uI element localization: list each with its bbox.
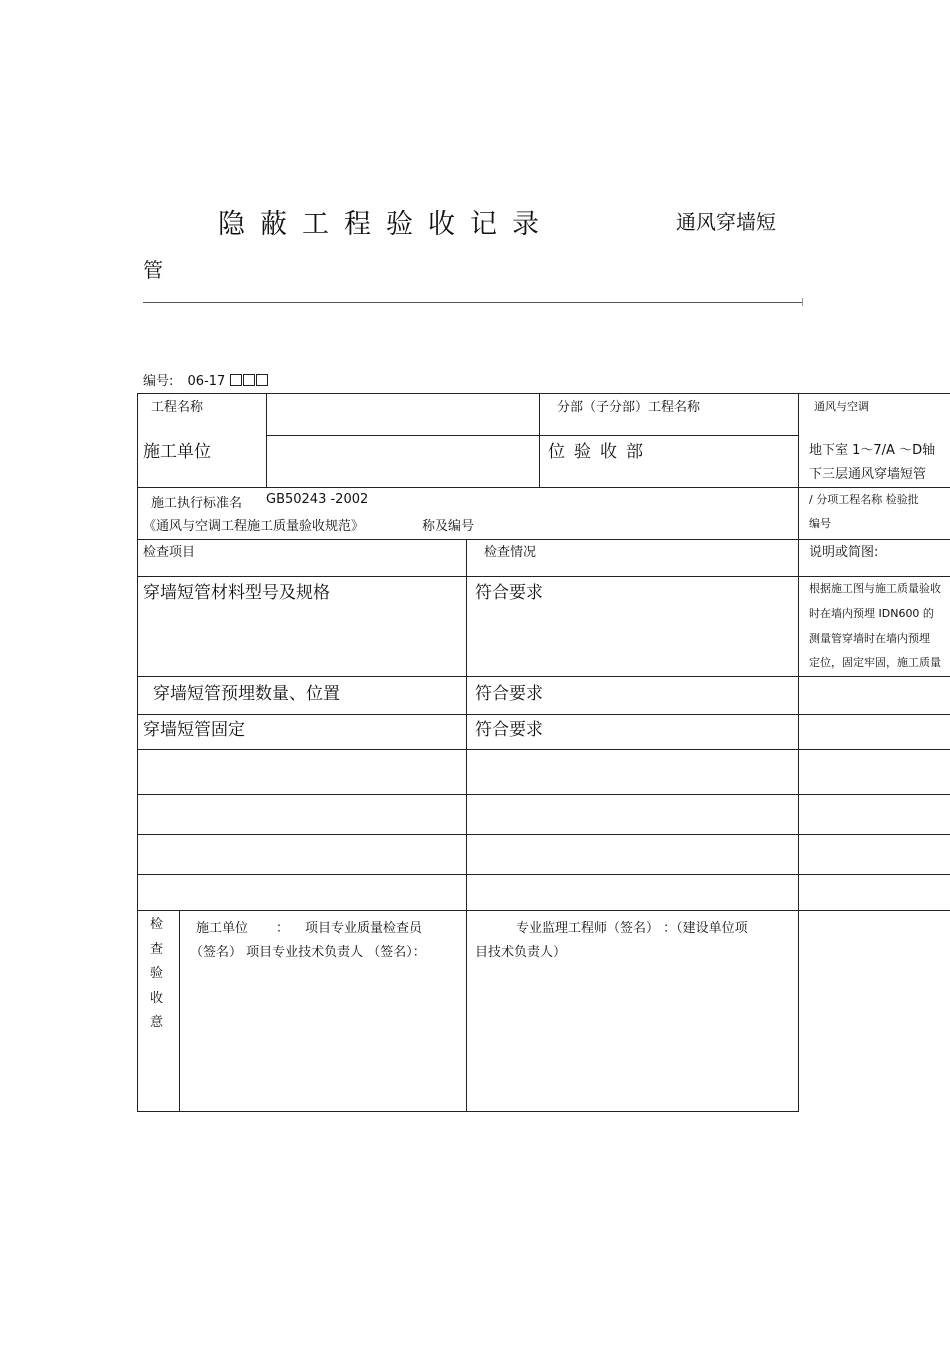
inspection-item-2: 穿墙短管预埋数量、位置 xyxy=(153,684,340,704)
grid-h xyxy=(137,874,950,875)
grid-v xyxy=(179,910,180,1112)
document-subtitle-continued: 管 xyxy=(143,258,163,282)
grid-v xyxy=(466,539,467,1112)
col-inspection-item: 检查项目 xyxy=(143,545,196,560)
document-title: 隐蔽工程验收记录 xyxy=(218,209,554,240)
inspection-item-3: 穿墙短管固定 xyxy=(143,720,245,740)
side-char: 查 xyxy=(150,941,164,957)
notes-line-3: 测量管穿墙时在墙内预埋 xyxy=(809,632,930,645)
document-number-label: 编号: xyxy=(143,374,174,389)
acceptance-opinion-label xyxy=(150,913,166,1036)
grid-h xyxy=(137,539,950,540)
owner-technical-lead-line: 目技术负责人） xyxy=(475,945,567,960)
construction-unit-label: 施工单位 xyxy=(143,442,211,462)
notes-line-1: 根据施工图与施工质量验收 xyxy=(809,582,941,595)
title-divider-end xyxy=(802,298,803,306)
grid-h xyxy=(137,834,950,835)
acceptance-part-value-2: 下三层通风穿墙短管 xyxy=(809,467,927,482)
grid-h xyxy=(137,714,950,715)
grid-h xyxy=(137,676,950,677)
notes-line-4: 定位，固定牢固，施工质量 xyxy=(809,656,941,669)
standard-label: 施工执行标准名 xyxy=(151,496,243,511)
contractor-unit-label: 施工单位 xyxy=(196,921,249,936)
inspection-status-1: 符合要求 xyxy=(475,583,543,603)
inspection-status-2: 符合要求 xyxy=(475,684,543,704)
grid-h xyxy=(137,794,950,795)
acceptance-part-value-1: 地下室 1～7/A ～D轴 xyxy=(809,443,936,458)
standard-label-continued: 称及编号 xyxy=(422,519,475,534)
col-inspection-status: 检查情况 xyxy=(484,545,537,560)
number-box-2 xyxy=(243,374,255,386)
supervisor-signature-line: 专业监理工程师（签名） ：（建设单位项 xyxy=(516,921,748,936)
standard-title: 《通风与空调工程施工质量验收规范》 xyxy=(143,519,365,534)
grid-h xyxy=(137,393,950,394)
project-name-label: 工程名称 xyxy=(151,400,204,415)
contractor-colon: ： xyxy=(276,921,290,936)
grid-h xyxy=(137,910,950,911)
title-divider xyxy=(143,302,803,303)
grid-h xyxy=(266,435,799,436)
inspection-item-1: 穿墙短管材料型号及规格 xyxy=(143,583,330,603)
grid-v xyxy=(266,393,267,487)
grid-h xyxy=(137,487,950,488)
grid-h xyxy=(137,749,950,750)
sub-project-name-value: 通风与空调 xyxy=(814,400,869,413)
sub-project-name-label: 分部（子分部）工程名称 xyxy=(557,400,701,415)
grid-h xyxy=(137,576,950,577)
grid-v xyxy=(539,393,540,487)
side-char: 收 xyxy=(150,990,164,1006)
grid-v xyxy=(137,393,138,1112)
side-char: 意 xyxy=(150,1015,164,1030)
acceptance-part-label: 位验收部 xyxy=(548,442,652,462)
batch-label-continued: 编号 xyxy=(809,517,831,530)
number-box-1 xyxy=(230,374,242,386)
batch-label: / 分项工程名称 检验批 xyxy=(809,493,919,506)
side-char: 检 xyxy=(150,917,164,932)
grid-h xyxy=(137,1111,799,1112)
inspection-status-3: 符合要求 xyxy=(475,720,543,740)
technical-lead-signature-line: （签名） 项目专业技术负责人 （签名）： xyxy=(190,945,426,960)
quality-inspector-label: 项目专业质量检查员 xyxy=(305,921,423,936)
document-subtitle: 通风穿墙短 xyxy=(676,210,776,234)
col-notes: 说明或简图: xyxy=(809,545,879,560)
standard-code: GB50243 -2002 xyxy=(266,492,369,507)
document-number-value: 06-17 xyxy=(187,374,226,389)
notes-line-2: 时在墙内预埋 IDN600 的 xyxy=(809,607,934,620)
grid-v xyxy=(798,393,799,1112)
number-box-3 xyxy=(256,374,268,386)
document-number xyxy=(143,370,268,389)
side-char: 验 xyxy=(150,966,164,981)
